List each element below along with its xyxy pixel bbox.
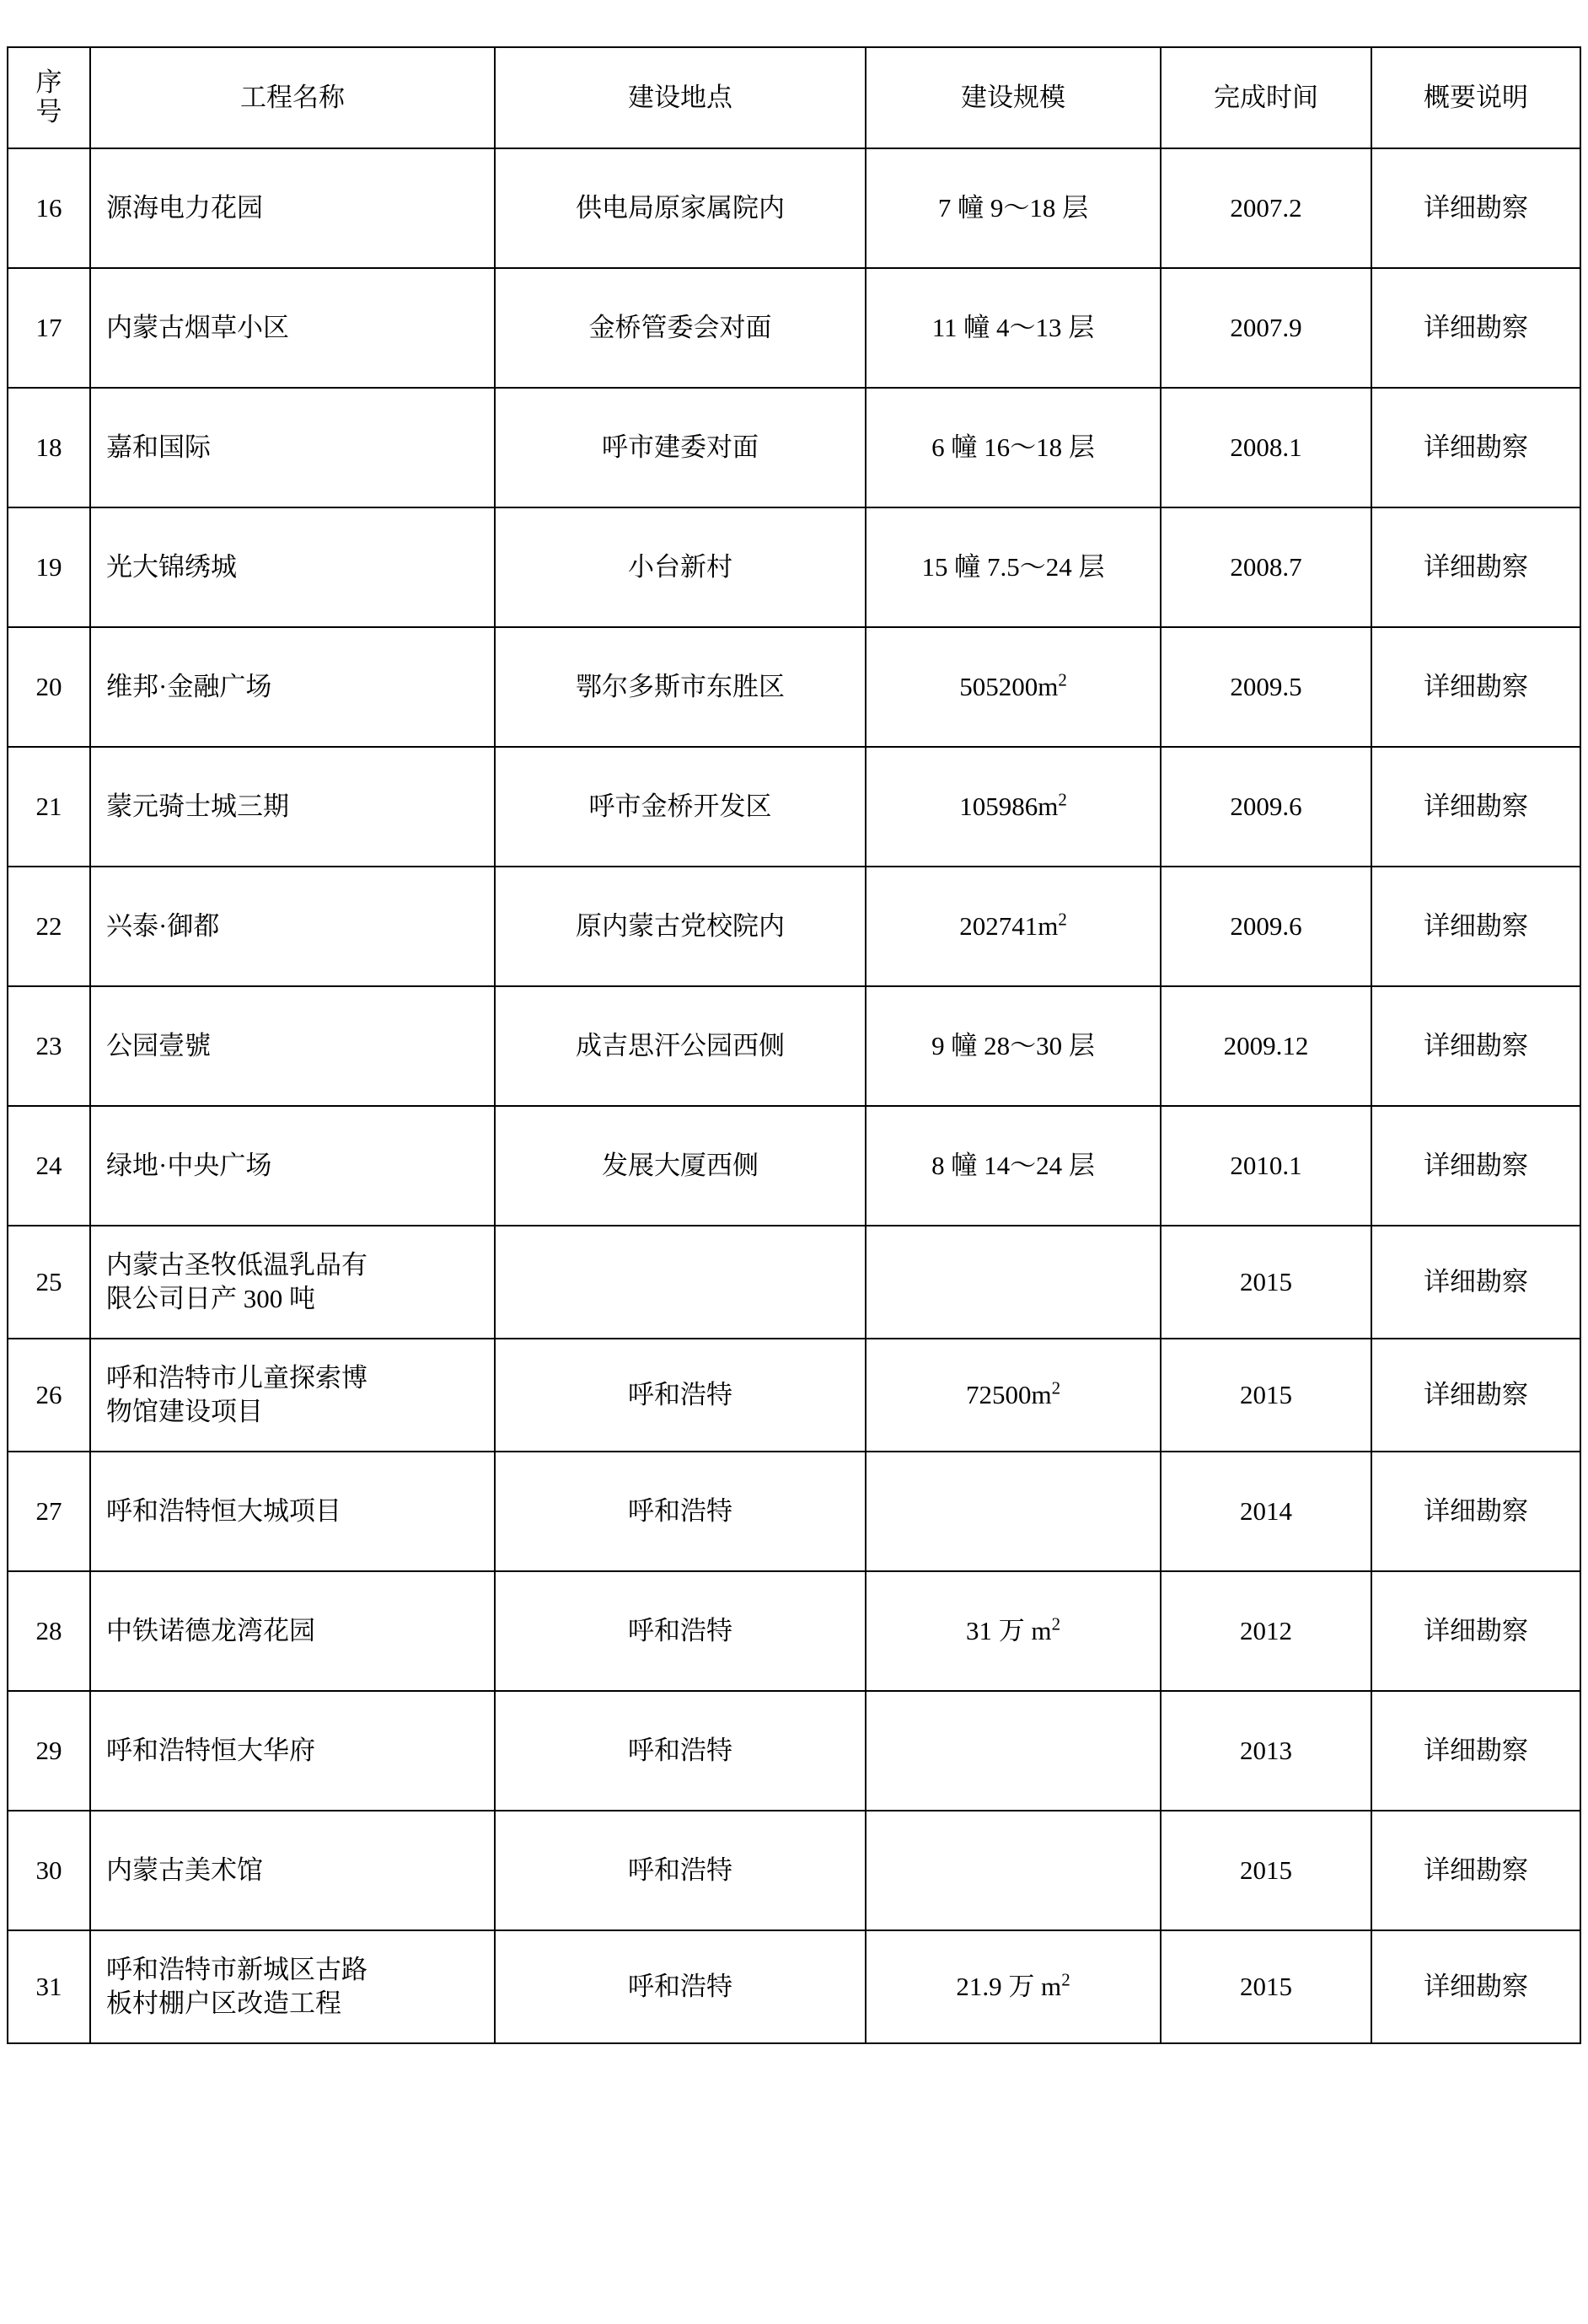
cell-name-line1: 内蒙古圣牧低温乳品有 (106, 1249, 367, 1280)
cell-note: 详细勘察 (1371, 268, 1580, 388)
cell-note: 详细勘察 (1371, 986, 1580, 1106)
cell-scale-sup: 2 (1058, 909, 1067, 930)
cell-name (90, 1571, 495, 1691)
cell-scale-sup: 2 (1051, 1377, 1061, 1398)
cell-scale (866, 1571, 1161, 1691)
cell-name (90, 1106, 495, 1226)
project-table-container (7, 46, 1580, 2044)
cell-place: 呼和浩特 (495, 1811, 866, 1930)
cell-time: 2015 (1161, 1811, 1371, 1930)
cell-scale (866, 1339, 1161, 1452)
cell-place (495, 1226, 866, 1339)
cell-no: 21 (8, 747, 90, 867)
cell-time: 2013 (1161, 1691, 1371, 1811)
cell-scale-text: 202741m (959, 910, 1059, 941)
table-row (8, 148, 1580, 268)
cell-no: 16 (8, 148, 90, 268)
cell-no: 30 (8, 1811, 90, 1930)
cell-time: 2009.12 (1161, 986, 1371, 1106)
cell-no: 28 (8, 1571, 90, 1691)
table-row (8, 507, 1580, 627)
cell-place: 金桥管委会对面 (495, 268, 866, 388)
cell-name-line1: 光大锦绣城 (106, 551, 237, 582)
cell-time: 2009.6 (1161, 867, 1371, 986)
table-row (8, 388, 1580, 507)
cell-time: 2007.2 (1161, 148, 1371, 268)
cell-note: 详细勘察 (1371, 1452, 1580, 1571)
cell-no: 26 (8, 1339, 90, 1452)
table-row (8, 747, 1580, 867)
cell-place: 原内蒙古党校院内 (495, 867, 866, 986)
cell-name-line1: 呼和浩特恒大城项目 (106, 1495, 341, 1526)
cell-note: 详细勘察 (1371, 1226, 1580, 1339)
cell-note: 详细勘察 (1371, 1339, 1580, 1452)
cell-scale-text: 8 幢 14～24 层 (931, 1150, 1095, 1180)
table-row (8, 627, 1580, 747)
cell-scale-text: 11 幢 4～13 层 (931, 312, 1095, 342)
cell-name (90, 627, 495, 747)
cell-place: 小台新村 (495, 507, 866, 627)
cell-name-line1: 公园壹號 (106, 1030, 211, 1060)
cell-scale (866, 507, 1161, 627)
cell-no: 29 (8, 1691, 90, 1811)
cell-no: 24 (8, 1106, 90, 1226)
project-list-table (7, 46, 1581, 2044)
cell-scale (866, 268, 1161, 388)
cell-place: 成吉思汗公园西侧 (495, 986, 866, 1106)
cell-scale (866, 747, 1161, 867)
cell-no: 27 (8, 1452, 90, 1571)
cell-note: 详细勘察 (1371, 148, 1580, 268)
cell-name-line1: 维邦·金融广场 (106, 671, 272, 701)
column-header-no-line1: 序 (35, 67, 62, 98)
cell-place: 呼市金桥开发区 (495, 747, 866, 867)
cell-note: 详细勘察 (1371, 1691, 1580, 1811)
cell-scale-text: 505200m (959, 671, 1059, 701)
cell-scale-sup: 2 (1058, 789, 1067, 810)
cell-name-line1: 蒙元骑士城三期 (106, 791, 289, 821)
column-header-place: 建设地点 (495, 47, 866, 148)
table-row (8, 1106, 1580, 1226)
cell-scale-text: 21.9 万 m (956, 1971, 1062, 2001)
cell-scale (866, 388, 1161, 507)
cell-scale (866, 1811, 1161, 1930)
cell-no: 20 (8, 627, 90, 747)
table-row (8, 1691, 1580, 1811)
cell-scale-text: 105986m (959, 791, 1059, 821)
table-row (8, 1339, 1580, 1452)
cell-name (90, 1339, 495, 1452)
cell-name-line1: 源海电力花园 (106, 192, 263, 223)
cell-time: 2010.1 (1161, 1106, 1371, 1226)
table-row (8, 1571, 1580, 1691)
table-row (8, 867, 1580, 986)
cell-name-line2: 限公司日产 300 吨 (106, 1284, 315, 1313)
column-header-note: 概要说明 (1371, 47, 1580, 148)
cell-name-line1: 嘉和国际 (106, 432, 211, 462)
cell-note: 详细勘察 (1371, 627, 1580, 747)
cell-name-line1: 兴泰·御都 (106, 910, 220, 941)
cell-no: 17 (8, 268, 90, 388)
cell-time: 2015 (1161, 1226, 1371, 1339)
table-row (8, 1930, 1580, 2043)
cell-place: 呼和浩特 (495, 1339, 866, 1452)
cell-scale-text: 7 幢 9～18 层 (937, 192, 1089, 223)
cell-scale (866, 1226, 1161, 1339)
cell-scale-text: 15 幢 7.5～24 层 (921, 551, 1105, 582)
cell-note: 详细勘察 (1371, 867, 1580, 986)
cell-scale-sup: 2 (1061, 1969, 1070, 1990)
table-row (8, 268, 1580, 388)
column-header-name: 工程名称 (90, 47, 495, 148)
cell-note: 详细勘察 (1371, 747, 1580, 867)
cell-name (90, 268, 495, 388)
cell-name (90, 1811, 495, 1930)
cell-scale-text: 9 幢 28～30 层 (931, 1030, 1095, 1060)
table-row (8, 1811, 1580, 1930)
cell-name (90, 1226, 495, 1339)
cell-name-line1: 呼和浩特恒大华府 (106, 1735, 315, 1765)
cell-note: 详细勘察 (1371, 1571, 1580, 1691)
cell-no: 22 (8, 867, 90, 986)
cell-place: 呼和浩特 (495, 1571, 866, 1691)
cell-scale (866, 148, 1161, 268)
cell-name (90, 507, 495, 627)
cell-scale-text: 6 幢 16～18 层 (931, 432, 1095, 462)
table-row (8, 1452, 1580, 1571)
cell-scale (866, 1106, 1161, 1226)
cell-time: 2014 (1161, 1452, 1371, 1571)
cell-place: 发展大厦西侧 (495, 1106, 866, 1226)
cell-place: 供电局原家属院内 (495, 148, 866, 268)
cell-no: 18 (8, 388, 90, 507)
cell-name-line1: 内蒙古烟草小区 (106, 312, 289, 342)
cell-note: 详细勘察 (1371, 1106, 1580, 1226)
cell-time: 2007.9 (1161, 268, 1371, 388)
cell-name (90, 986, 495, 1106)
cell-no: 23 (8, 986, 90, 1106)
column-header-no-line2: 号 (35, 97, 62, 126)
cell-scale (866, 986, 1161, 1106)
column-header-no (8, 47, 90, 148)
cell-no: 31 (8, 1930, 90, 2043)
cell-scale-sup: 2 (1058, 669, 1067, 690)
cell-scale (866, 1452, 1161, 1571)
cell-name (90, 148, 495, 268)
cell-note: 详细勘察 (1371, 1811, 1580, 1930)
cell-time: 2008.1 (1161, 388, 1371, 507)
cell-place: 呼和浩特 (495, 1930, 866, 2043)
cell-name-line2: 板村棚户区改造工程 (106, 1989, 341, 2018)
cell-name-line1: 绿地·中央广场 (106, 1150, 272, 1180)
cell-place: 鄂尔多斯市东胜区 (495, 627, 866, 747)
cell-place: 呼和浩特 (495, 1452, 866, 1571)
column-header-time: 完成时间 (1161, 47, 1371, 148)
table-row (8, 986, 1580, 1106)
cell-time: 2015 (1161, 1930, 1371, 2043)
cell-no: 25 (8, 1226, 90, 1339)
cell-place: 呼市建委对面 (495, 388, 866, 507)
table-row (8, 1226, 1580, 1339)
cell-scale (866, 1930, 1161, 2043)
cell-name-line1: 呼和浩特市儿童探索博 (106, 1362, 367, 1393)
cell-time: 2008.7 (1161, 507, 1371, 627)
cell-note: 详细勘察 (1371, 388, 1580, 507)
cell-time: 2009.5 (1161, 627, 1371, 747)
cell-scale-sup: 2 (1051, 1613, 1061, 1634)
cell-scale (866, 1691, 1161, 1811)
cell-scale (866, 627, 1161, 747)
cell-name (90, 867, 495, 986)
cell-name-line2: 物馆建设项目 (106, 1397, 263, 1426)
cell-place: 呼和浩特 (495, 1691, 866, 1811)
cell-scale-text: 31 万 m (965, 1615, 1052, 1645)
cell-time: 2012 (1161, 1571, 1371, 1691)
cell-name (90, 747, 495, 867)
cell-note: 详细勘察 (1371, 1930, 1580, 2043)
cell-no: 19 (8, 507, 90, 627)
cell-time: 2015 (1161, 1339, 1371, 1452)
cell-name-line1: 中铁诺德龙湾花园 (106, 1615, 315, 1645)
cell-name-line1: 呼和浩特市新城区古路 (106, 1954, 367, 1984)
cell-scale (866, 867, 1161, 986)
cell-name (90, 1452, 495, 1571)
cell-note: 详细勘察 (1371, 507, 1580, 627)
cell-name (90, 1930, 495, 2043)
cell-name-line1: 内蒙古美术馆 (106, 1854, 263, 1885)
cell-name (90, 388, 495, 507)
cell-scale-text: 72500m (965, 1379, 1052, 1409)
column-header-scale: 建设规模 (866, 47, 1161, 148)
cell-time: 2009.6 (1161, 747, 1371, 867)
cell-name (90, 1691, 495, 1811)
table-header-row (8, 47, 1580, 148)
